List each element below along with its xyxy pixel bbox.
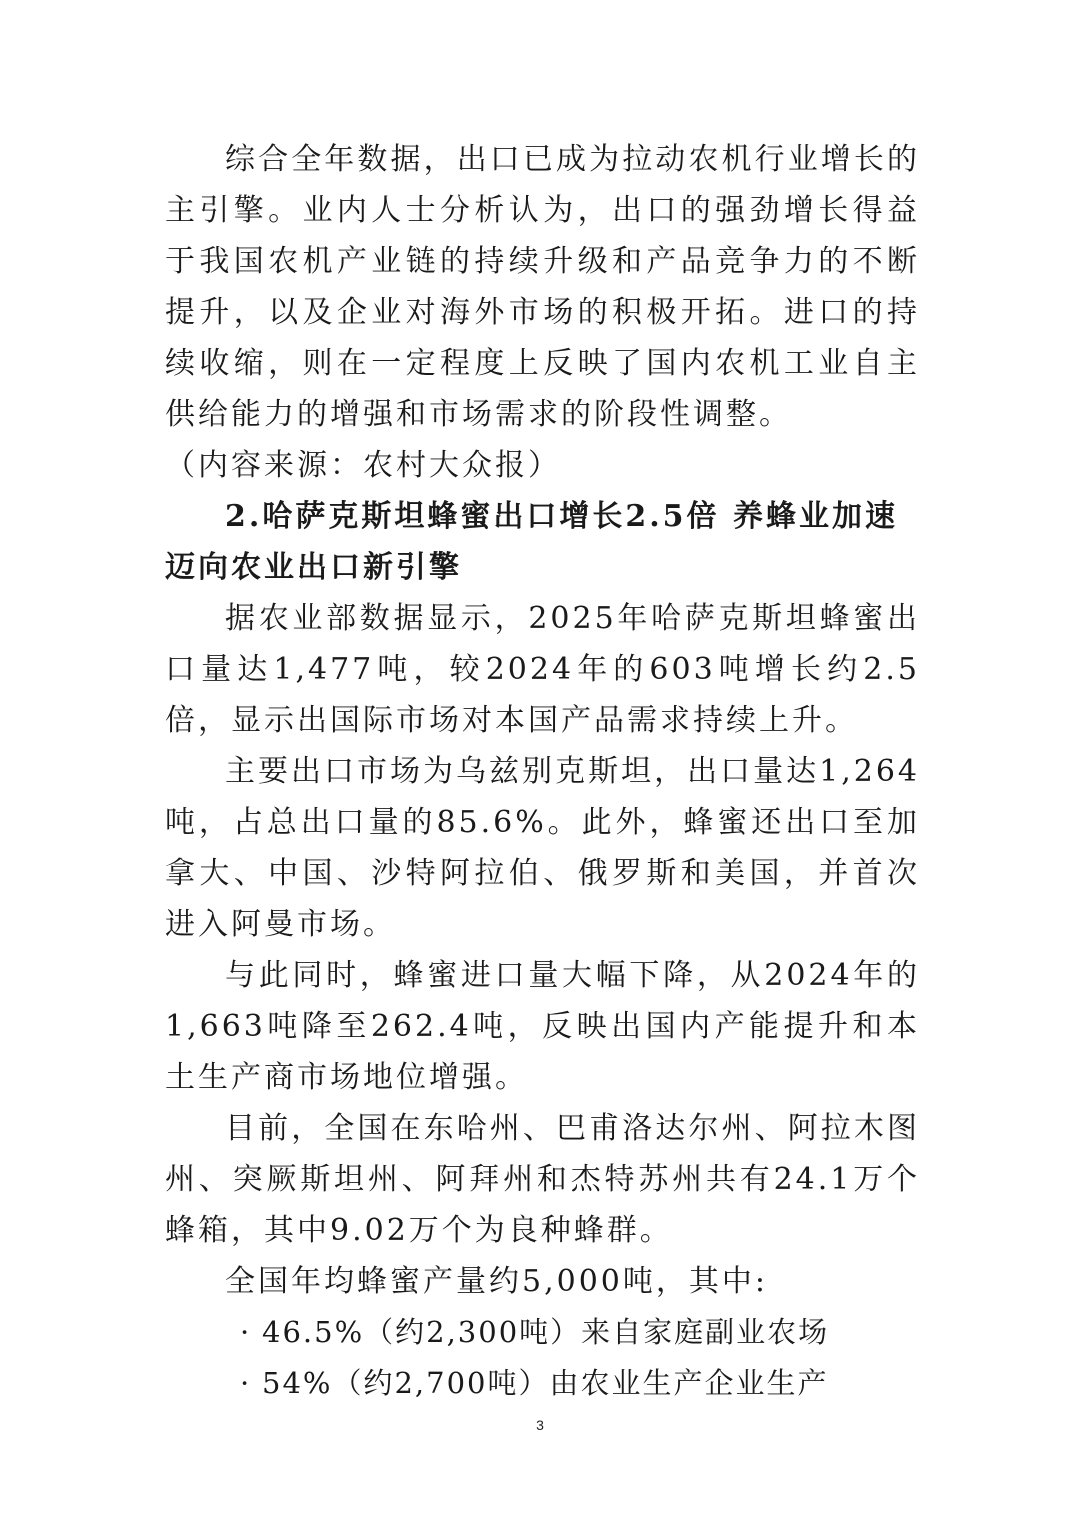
source-note: （内容来源：农村大众报）: [165, 448, 561, 483]
list-item: [165, 1307, 920, 1358]
paragraph-annual-production: 全国年均蜂蜜产量约5,000吨，其中:: [225, 1264, 768, 1299]
paragraph-export-markets: 主要出口市场为乌兹别克斯坦，出口量达1,264吨，占总出口量的85.6%。此外，蜂蜜还出口至加拿大、中国、沙特阿拉伯、俄罗斯和美国，并首次进入阿曼市场。: [165, 754, 920, 942]
bullet-marker: ·: [240, 1315, 252, 1349]
paragraph-agri-machinery-summary: 综合全年数据，出口已成为拉动农机行业增长的主引擎。业内人士分析认为，出口的强劲增长得益于我国农机产业链的持续升级和产品竞争力的不断提升，以及企业对海外市场的积极开拓。进口的持续收缩，则在一定程度上反映了国内农机工业自主供给能力的增强和市场需求的阶段性调整。: [165, 142, 920, 432]
list-item: [165, 1358, 920, 1409]
paragraph-honey-export: 据农业部数据显示，2025年哈萨克斯坦蜂蜜出口量达1,477吨，较2024年的603吨增长约2.5倍，显示出国际市场对本国产品需求持续上升。: [165, 601, 920, 738]
bullet-marker: ·: [240, 1366, 252, 1400]
production-breakdown-list: [165, 1307, 920, 1409]
page-number: 3: [536, 1417, 544, 1433]
paragraph-import-decline: 与此同时，蜂蜜进口量大幅下降，从2024年的1,663吨降至262.4吨，反映出国内产能提升和本土生产商市场地位增强。: [165, 958, 920, 1095]
section-heading: 2.哈萨克斯坦蜂蜜出口增长2.5倍 养蜂业加速迈向农业出口新引擎: [165, 499, 898, 585]
list-item-text: 54%（约2,700吨）由农业生产企业生产: [262, 1366, 829, 1400]
document-body: [165, 134, 920, 1409]
paragraph-beehives: 目前，全国在东哈州、巴甫洛达尔州、阿拉木图州、突厥斯坦州、阿拜州和杰特苏州共有24.1万个蜂箱，其中9.02万个为良种蜂群。: [165, 1111, 920, 1248]
list-item-text: 46.5%（约2,300吨）来自家庭副业农场: [262, 1315, 830, 1349]
